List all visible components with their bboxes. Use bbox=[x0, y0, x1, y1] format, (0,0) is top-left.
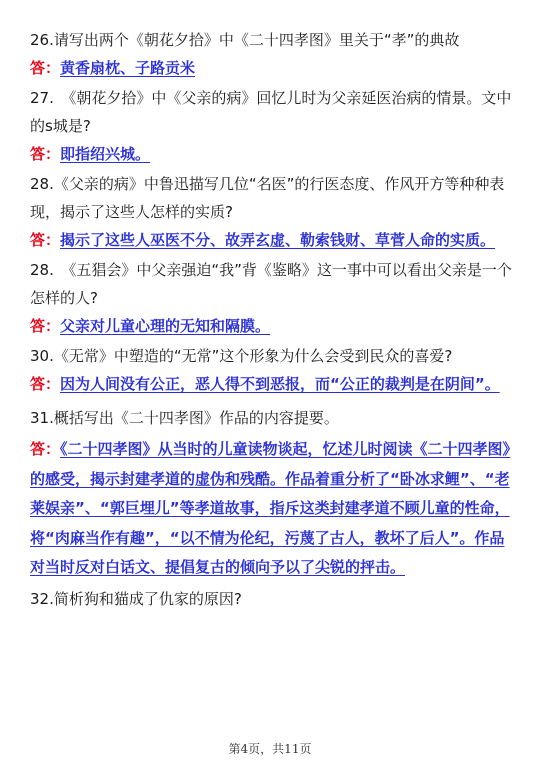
question-27: 27. 《朝花夕拾》中《父亲的病》回忆儿时为父亲延医治病的情景。文中的s城是? bbox=[30, 89, 512, 135]
answer-text: 因为人间没有公正，恶人得不到恶报，而“公正的裁判是在阴间”。 bbox=[60, 375, 500, 393]
document-body bbox=[30, 26, 516, 613]
answer-text: 即指绍兴城。 bbox=[60, 145, 151, 163]
answer-31 bbox=[30, 435, 516, 583]
answer-label: 答： bbox=[30, 59, 61, 77]
answer-30 bbox=[30, 370, 516, 398]
answer-text: 揭示了这些人巫医不分、故弄玄虚、勒索钱财、草菅人命的实质。 bbox=[60, 231, 496, 249]
answer-28b bbox=[30, 312, 516, 340]
page-footer: 第4页，共11页 bbox=[228, 742, 312, 756]
question-30: 30.《无常》中塑造的“无常”这个形象为什么会受到民众的喜爱? bbox=[30, 347, 453, 365]
question-28b: 28. 《五猖会》中父亲强迫“我”背《鉴略》这一事中可以看出父亲是一个怎样的人? bbox=[30, 261, 512, 307]
answer-26 bbox=[30, 54, 516, 82]
question-26: 26.请写出两个《朝花夕拾》中《二十四孝图》里关于“孝”的典故 bbox=[30, 31, 460, 49]
answer-label: 答： bbox=[30, 317, 61, 335]
answer-label: 答： bbox=[30, 231, 61, 249]
answer-28a bbox=[30, 226, 516, 254]
answer-text: 黄香扇枕、子路贡米 bbox=[60, 59, 196, 77]
answer-label: 答： bbox=[30, 440, 61, 458]
question-28a: 28.《父亲的病》中鲁迅描写几位“名医”的行医态度、作风开方等种种表现，揭示了这些人怎样的实质? bbox=[30, 175, 505, 221]
answer-text: 《二十四孝图》从当时的儿童读物谈起，忆述儿时阅读《二十四孝图》的感受，揭示封建孝道的虚伪和残酷。作品着重分析了“卧冰求鲤”、“老莱娱亲”、“郭巨埋儿”等孝道故事，指斥这类封建孝道不顾儿童的性命，将“肉麻当作有趣”，“以不情为伦纪，污蔑了古人，教坏了后人”。作品对当时反对白话文、提倡复古的倾向予以了尖锐的抨击。 bbox=[30, 440, 511, 576]
question-32: 32.简析狗和猫成了仇家的原因? bbox=[30, 589, 242, 608]
question-31: 31.概括写出《二十四孝图》作品的内容提要。 bbox=[30, 409, 339, 427]
answer-label: 答： bbox=[30, 375, 61, 393]
answer-27 bbox=[30, 140, 516, 168]
answer-text: 父亲对儿童心理的无知和隔膜。 bbox=[60, 317, 271, 335]
answer-label: 答： bbox=[30, 145, 61, 163]
